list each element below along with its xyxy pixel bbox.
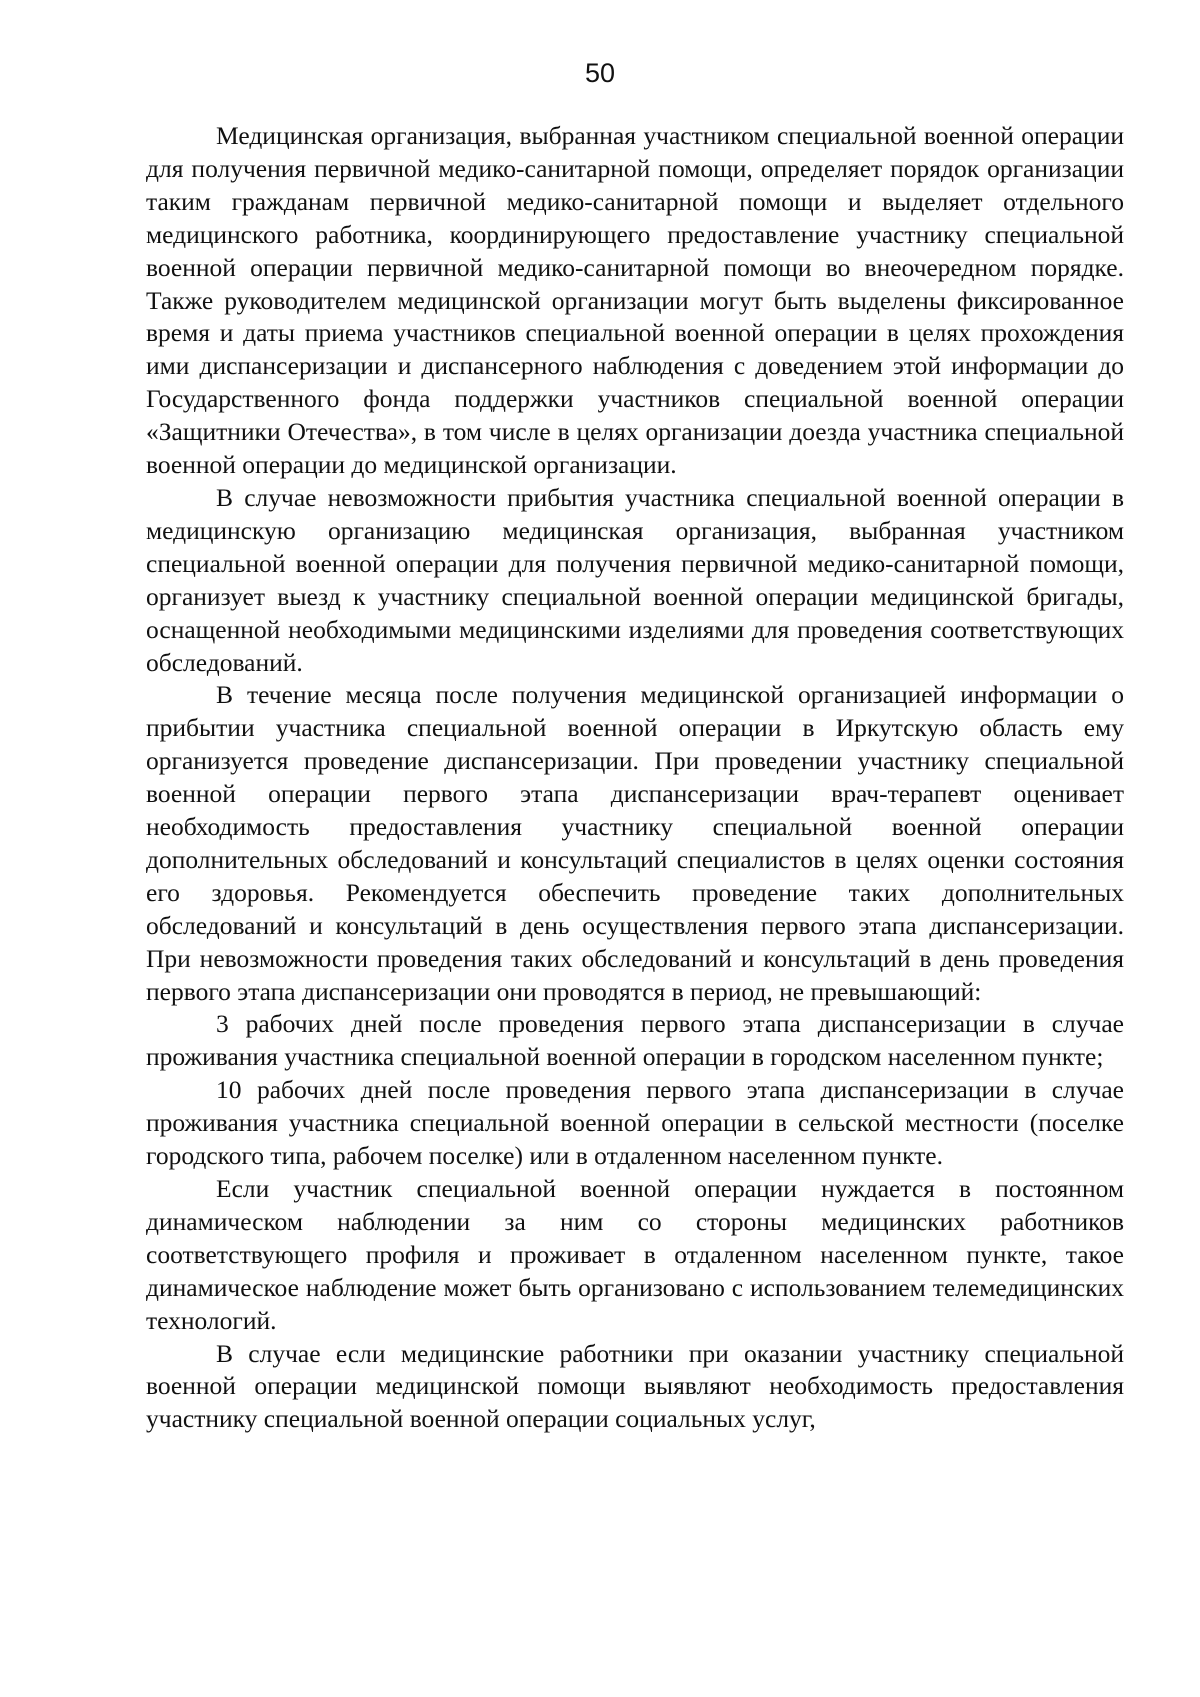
document-body (146, 120, 1124, 1436)
paragraph-4: 3 рабочих дней после проведения первого этапа диспансеризации в случае проживания участника специальной военной операции в городском населенном пункте; (146, 1009, 1124, 1072)
paragraph-1: Медицинская организация, выбранная участником специальной военной операции для получения первичной медико-санитарной помощи, определяет порядок организации таким гражданам первичной медико-санитарной помощи и выделяет отдельного медицинского работника, координирующего предоставление участнику специальной военной операции первичной медико-санитарной помощи во внеочередном порядке. Также руководителем медицинской организации могут быть выделены фиксированное время и даты приема участников специальной военной операции в целях прохождения ими диспансеризации и диспансерного наблюдения с доведением этой информации до Государственного фонда поддержки участников специальной военной операции «Защитники Отечества», в том числе в целях организации доезда участника специальной военной операции до медицинской организации. (146, 121, 1124, 480)
paragraph-3: В течение месяца после получения медицинской организацией информации о прибытии участника специальной военной операции в Иркутскую область ему организуется проведение диспансеризации. При проведении участнику специальной военной операции первого этапа диспансеризации врач-терапевт оценивает необходимость предоставления участнику специальной военной операции дополнительных обследований и консультаций специалистов в целях оценки состояния его здоровья. Рекомендуется обеспечить проведение таких дополнительных обследований и консультаций в день осуществления первого этапа диспансеризации. При невозможности проведения таких обследований и консультаций в день проведения первого этапа диспансеризации они проводятся в период, не превышающий: (146, 680, 1124, 1006)
page-number: 50 (584, 58, 616, 88)
paragraph-2: В случае невозможности прибытия участника специальной военной операции в медицинскую организацию медицинская организация, выбранная участником специальной военной операции для получения первичной медико-санитарной помощи, организует выезд к участнику специальной военной операции медицинской бригады, оснащенной необходимыми медицинскими изделиями для проведения соответствующих обследований. (146, 482, 1124, 677)
paragraph-5: 10 рабочих дней после проведения первого этапа диспансеризации в случае проживания участника специальной военной операции в сельской местности (поселке городского типа, рабочем поселке) или в отдаленном населенном пункте. (146, 1075, 1124, 1171)
paragraph-6: Если участник специальной военной операции нуждается в постоянном динамическом наблюдении за ним со стороны медицинских работников соответствующего профиля и проживает в отдаленном населенном пункте, такое динамическое наблюдение может быть организовано с использованием телемедицинских технологий. (146, 1174, 1124, 1335)
paragraph-7: В случае если медицинские работники при оказании участнику специальной военной операции медицинской помощи выявляют необходимость предоставления участнику специальной военной операции социальных услуг, (146, 1338, 1124, 1434)
